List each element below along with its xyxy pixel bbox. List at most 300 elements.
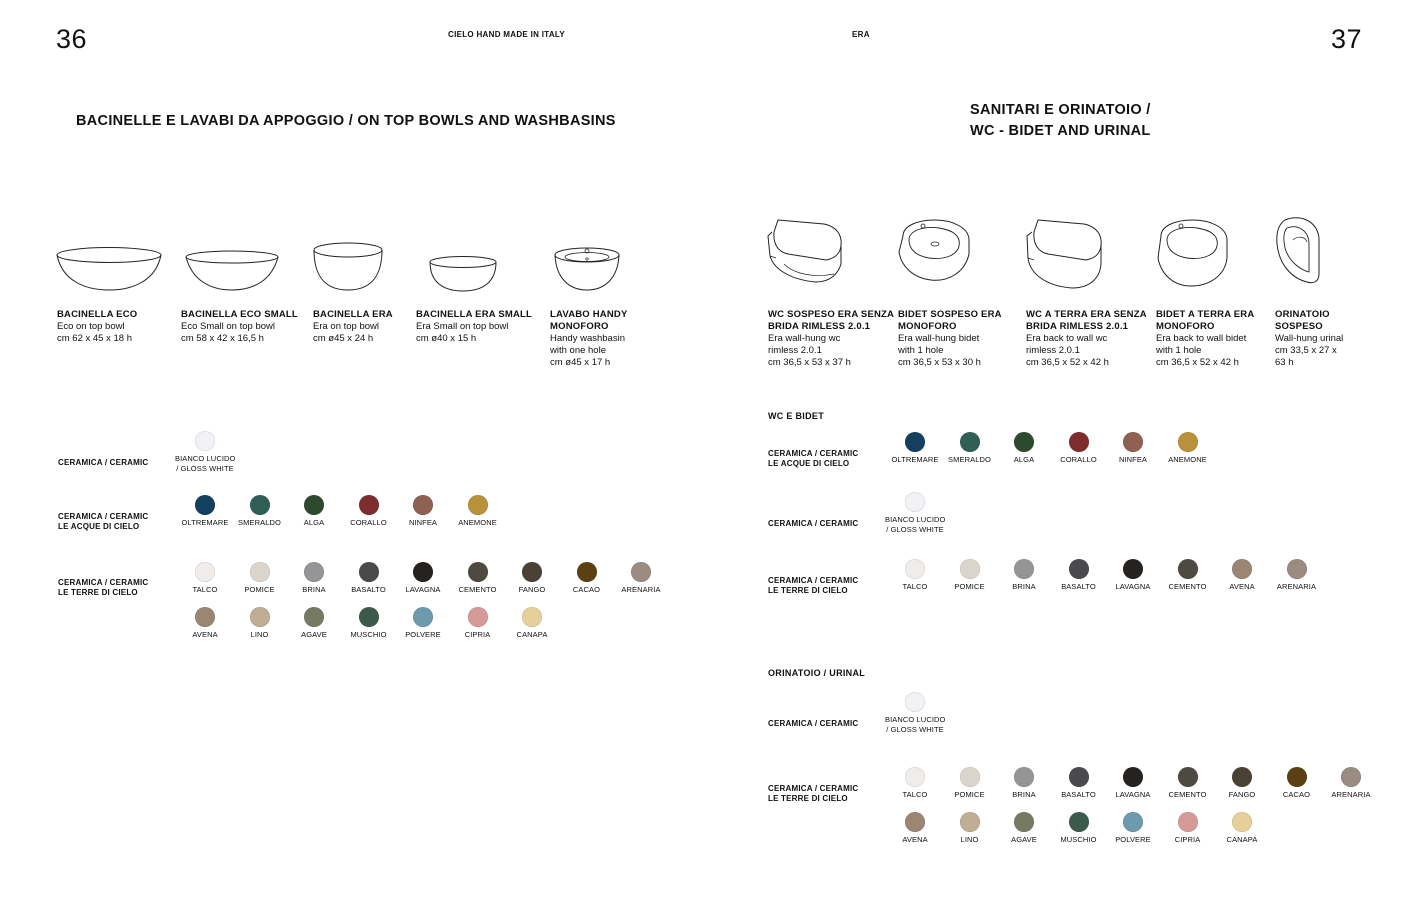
color-swatch[interactable] [1158, 432, 1218, 465]
small-bowl-icon [182, 248, 282, 294]
swatch-color-dot [1014, 432, 1034, 452]
swatch-name-line: CORALLO [1060, 455, 1097, 464]
swatch-color-dot [413, 607, 433, 627]
swatch-name-line: FANGO [1228, 790, 1256, 799]
color-swatch[interactable] [339, 495, 399, 528]
color-swatch[interactable] [448, 562, 508, 595]
running-header-right: ERA [852, 30, 870, 39]
color-swatch[interactable] [994, 767, 1054, 800]
swatch-name-line: CACAO [572, 585, 601, 594]
product-spec [181, 309, 298, 345]
swatch-color-dot [905, 812, 925, 832]
finish-label-line: LE ACQUE DI CIELO [768, 458, 850, 468]
swatch-name-line: ANEMONE [1168, 455, 1207, 464]
swatch-name-line: AVENA [902, 835, 928, 844]
finish-label-line: LE TERRE DI CIELO [768, 585, 848, 595]
swatch-color-dot [468, 562, 488, 582]
color-swatch[interactable] [339, 562, 399, 595]
swatch-color-dot [304, 562, 324, 582]
swatch-name-line: ALGA [1013, 455, 1035, 464]
swatch-name [1158, 582, 1218, 592]
color-swatch[interactable] [1267, 767, 1327, 800]
swatch-name [393, 630, 453, 640]
color-swatch[interactable] [885, 492, 945, 534]
swatch-name-line: CORALLO [350, 518, 387, 527]
color-swatch[interactable] [448, 495, 508, 528]
swatch-name-line: BASALTO [1061, 582, 1096, 591]
swatch-color-dot [522, 562, 542, 582]
product-spec [1026, 309, 1147, 369]
swatch-name-line: SMERALDO [948, 455, 991, 464]
swatch-name [1267, 790, 1327, 800]
finish-row-label [768, 784, 858, 803]
swatch-name-line: CEMENTO [458, 585, 497, 594]
swatch-color-dot [359, 562, 379, 582]
swatch-name [885, 835, 945, 845]
finish-label-line: CERAMICA / CERAMIC [768, 719, 859, 728]
finish-label-line: CERAMICA / CERAMIC [58, 458, 149, 467]
running-header-left: CIELO HAND MADE IN ITALY [448, 30, 565, 39]
swatch-name-line: LINO [250, 630, 269, 639]
swatch-color-dot [1069, 767, 1089, 787]
swatch-name-line: CANAPA [1226, 835, 1258, 844]
swatch-name [885, 715, 945, 734]
finish-label-line: CERAMICA / CERAMIC [768, 519, 859, 528]
swatch-name [940, 835, 1000, 845]
color-swatch[interactable] [175, 495, 235, 528]
finish-row-label [768, 719, 858, 729]
wall-hung-wc-icon [764, 214, 846, 286]
swatch-name-line: POLVERE [1115, 835, 1151, 844]
product-dimensions: cm 58 x 42 x 16,5 h [181, 333, 264, 344]
swatch-name [284, 585, 344, 595]
color-swatch[interactable] [1103, 812, 1163, 845]
swatch-name [1103, 790, 1163, 800]
color-swatch[interactable] [448, 607, 508, 640]
swatch-name [339, 630, 399, 640]
finish-label-line: CERAMICA / CERAMIC [768, 449, 859, 458]
swatch-color-dot [960, 559, 980, 579]
color-swatch[interactable] [284, 607, 344, 640]
floor-bidet-icon [1153, 214, 1233, 290]
product-name: WC A TERRA ERA SENZA [1026, 309, 1147, 320]
product-description: with one hole [550, 345, 606, 356]
swatch-color-dot [250, 607, 270, 627]
swatch-name-line: TALCO [192, 585, 218, 594]
color-swatch[interactable] [1212, 767, 1272, 800]
swatch-color-dot [468, 607, 488, 627]
swatch-color-dot [1014, 812, 1034, 832]
swatch-name-line: ANEMONE [458, 518, 497, 527]
color-swatch[interactable] [557, 562, 617, 595]
color-swatch[interactable] [1103, 432, 1163, 465]
product-name: BIDET A TERRA ERA [1156, 309, 1255, 320]
swatch-name [502, 630, 562, 640]
swatch-name [940, 582, 1000, 592]
finish-row-label [768, 449, 858, 468]
swatch-name-line: SMERALDO [238, 518, 281, 527]
product-description: rimless 2.0.1 [768, 345, 822, 356]
finish-row-label [768, 576, 858, 595]
swatch-color-dot [468, 495, 488, 515]
swatch-color-dot [905, 767, 925, 787]
swatch-color-dot [359, 495, 379, 515]
swatch-color-dot [1287, 559, 1307, 579]
swatch-name [1049, 790, 1109, 800]
product-spec [550, 309, 628, 369]
swatch-color-dot [905, 692, 925, 712]
color-swatch[interactable] [1158, 812, 1218, 845]
color-swatch[interactable] [885, 812, 945, 845]
swatch-color-dot [1123, 432, 1143, 452]
product-name: ORINATOIO [1275, 309, 1330, 320]
color-swatch[interactable] [175, 431, 235, 473]
product-description: Era wall-hung bidet [898, 333, 980, 344]
color-swatch[interactable] [1049, 767, 1109, 800]
swatch-name-line: CIPRIA [464, 630, 491, 639]
swatch-name [284, 518, 344, 528]
finish-row-label [58, 512, 148, 531]
color-swatch[interactable] [1321, 767, 1381, 800]
swatch-color-dot [905, 492, 925, 512]
product-description: Eco on top bowl [57, 321, 125, 332]
swatch-color-dot [522, 607, 542, 627]
product-description: with 1 hole [1156, 345, 1202, 356]
product-name: BRIDA RIMLESS 2.0.1 [768, 321, 871, 332]
color-swatch[interactable] [940, 812, 1000, 845]
swatch-name-line: BASALTO [351, 585, 386, 594]
swatch-name-line: BRINA [1012, 582, 1036, 591]
color-swatch[interactable] [940, 432, 1000, 465]
swatch-name-line: TALCO [902, 582, 928, 591]
swatch-name-line: LAVAGNA [1115, 790, 1151, 799]
product-name: MONOFORO [1156, 321, 1215, 332]
swatch-name-line: CEMENTO [1168, 582, 1207, 591]
color-swatch[interactable] [885, 559, 945, 592]
swatch-name [339, 585, 399, 595]
swatch-name-line: OLTREMARE [181, 518, 229, 527]
swatch-name-line: ARENARIA [1331, 790, 1371, 799]
color-swatch[interactable] [1267, 559, 1327, 592]
color-swatch[interactable] [393, 607, 453, 640]
product-name: BACINELLA ECO [57, 309, 138, 320]
swatch-color-dot [304, 607, 324, 627]
swatch-name [1321, 790, 1381, 800]
swatch-name [1103, 455, 1163, 465]
swatch-color-dot [413, 495, 433, 515]
swatch-color-dot [960, 812, 980, 832]
swatch-name [885, 582, 945, 592]
product-description: Eco Small on top bowl [181, 321, 275, 332]
swatch-name-line: BASALTO [1061, 790, 1096, 799]
product-name: SOSPESO [1275, 321, 1323, 332]
finish-row-label [58, 578, 148, 597]
swatch-name [1103, 582, 1163, 592]
color-swatch[interactable] [1212, 812, 1272, 845]
swatch-name-line: CACAO [1282, 790, 1311, 799]
product-name: BACINELLA ERA SMALL [416, 309, 533, 320]
swatch-name-line: MUSCHIO [350, 630, 387, 639]
swatch-name [502, 585, 562, 595]
swatch-name-line: POMICE [954, 790, 985, 799]
color-swatch[interactable] [885, 692, 945, 734]
swatch-color-dot [195, 562, 215, 582]
swatch-color-dot [195, 431, 215, 451]
swatch-name [1267, 582, 1327, 592]
product-name: MONOFORO [550, 321, 609, 332]
product-name: BACINELLA ERA [313, 309, 393, 320]
color-swatch[interactable] [994, 812, 1054, 845]
swatch-name-line: LAVAGNA [1115, 582, 1151, 591]
swatch-color-dot [1069, 432, 1089, 452]
product-name: BIDET SOSPESO ERA [898, 309, 1002, 320]
swatch-name [1103, 835, 1163, 845]
swatch-name-line: BRINA [302, 585, 326, 594]
swatch-name [1158, 790, 1218, 800]
color-swatch[interactable] [1158, 767, 1218, 800]
color-swatch[interactable] [1212, 559, 1272, 592]
color-swatch[interactable] [230, 562, 290, 595]
color-swatch[interactable] [230, 495, 290, 528]
swatch-name [994, 790, 1054, 800]
swatch-color-dot [1069, 559, 1089, 579]
color-swatch[interactable] [284, 562, 344, 595]
color-swatch[interactable] [885, 432, 945, 465]
round-small-bowl-icon [427, 254, 499, 294]
swatch-name-line: LINO [960, 835, 979, 844]
swatch-color-dot [359, 607, 379, 627]
swatch-color-dot [1069, 812, 1089, 832]
swatch-name-line: ARENARIA [1276, 582, 1317, 591]
swatch-color-dot [1178, 767, 1198, 787]
page-number-right: 37 [1331, 24, 1363, 54]
swatch-name [230, 585, 290, 595]
swatch-name-line: OLTREMARE [891, 455, 939, 464]
swatch-name-line: AGAVE [301, 630, 327, 639]
color-swatch[interactable] [940, 767, 1000, 800]
page-title-right-line-2: WC - BIDET AND URINAL [970, 123, 1151, 139]
product-description: Era on top bowl [313, 321, 380, 332]
swatch-name-line: LAVAGNA [405, 585, 441, 594]
section-title: WC E BIDET [768, 411, 824, 421]
swatch-name-line: POMICE [244, 585, 275, 594]
floor-wc-icon [1022, 214, 1106, 290]
swatch-name [940, 790, 1000, 800]
page-title-right-line-1: SANITARI E ORINATOIO / [970, 102, 1151, 118]
swatch-color-dot [1178, 432, 1198, 452]
swatch-color-dot [1178, 812, 1198, 832]
finish-row-label [58, 458, 148, 468]
swatch-name-line: BRINA [1012, 790, 1036, 799]
product-dimensions: cm 36,5 x 52 x 42 h [1156, 357, 1239, 368]
color-swatch[interactable] [284, 495, 344, 528]
swatch-color-dot [960, 767, 980, 787]
swatch-name [1158, 455, 1218, 465]
swatch-name-line: BIANCO LUCIDO [175, 454, 236, 463]
finish-label-line: LE TERRE DI CIELO [58, 587, 138, 597]
product-description: Era Small on top bowl [416, 321, 509, 332]
swatch-name [994, 835, 1054, 845]
color-swatch[interactable] [502, 562, 562, 595]
product-spec [57, 309, 137, 345]
swatch-name-line: ARENARIA [621, 585, 661, 594]
swatch-name [339, 518, 399, 528]
finish-label-line: CERAMICA / CERAMIC [58, 512, 149, 521]
swatch-color-dot [1014, 559, 1034, 579]
swatch-name-line: AVENA [192, 630, 218, 639]
finish-row-label [768, 519, 858, 529]
color-swatch[interactable] [1049, 432, 1109, 465]
finish-label-line: LE TERRE DI CIELO [768, 793, 848, 803]
swatch-color-dot [1341, 767, 1361, 787]
swatch-name-line: BIANCO LUCIDO [885, 515, 946, 524]
swatch-name [230, 518, 290, 528]
swatch-name-line: CEMENTO [1168, 790, 1207, 799]
product-name: LAVABO HANDY [550, 309, 628, 320]
color-swatch[interactable] [1103, 767, 1163, 800]
swatch-name [885, 790, 945, 800]
color-swatch[interactable] [994, 432, 1054, 465]
swatch-color-dot [960, 432, 980, 452]
round-bowl-icon [311, 240, 385, 294]
swatch-name-line: MUSCHIO [1060, 835, 1097, 844]
swatch-name [940, 455, 1000, 465]
product-name: BACINELLA ECO SMALL [181, 309, 298, 320]
product-spec [768, 309, 894, 369]
color-swatch[interactable] [940, 559, 1000, 592]
product-dimensions: cm ø45 x 24 h [313, 333, 374, 344]
swatch-name [557, 585, 617, 595]
swatch-name-line: NINFEA [408, 518, 438, 527]
wall-hung-bidet-icon [895, 214, 975, 286]
swatch-name [175, 454, 235, 473]
color-swatch[interactable] [393, 562, 453, 595]
swatch-color-dot [413, 562, 433, 582]
finish-label-line: CERAMICA / CERAMIC [768, 576, 859, 585]
product-dimensions: cm 36,5 x 52 x 42 h [1026, 357, 1109, 368]
product-dimensions: cm ø45 x 17 h [550, 357, 611, 368]
swatch-name [448, 518, 508, 528]
product-description: rimless 2.0.1 [1026, 345, 1080, 356]
swatch-name [1212, 790, 1272, 800]
section-title: ORINATOIO / URINAL [768, 668, 866, 678]
swatch-name-line: BIANCO LUCIDO [885, 715, 946, 724]
swatch-name [448, 585, 508, 595]
wide-bowl-icon [54, 244, 164, 294]
swatch-name-line: TALCO [902, 790, 928, 799]
swatch-name-line: CANAPA [516, 630, 548, 639]
product-dimensions: cm 36,5 x 53 x 30 h [898, 357, 981, 368]
swatch-name [885, 455, 945, 465]
color-swatch[interactable] [502, 607, 562, 640]
color-swatch[interactable] [393, 495, 453, 528]
swatch-name-line: AVENA [1229, 582, 1255, 591]
swatch-color-dot [195, 607, 215, 627]
product-name: BRIDA RIMLESS 2.0.1 [1026, 321, 1129, 332]
product-name: MONOFORO [898, 321, 957, 332]
swatch-name-line: / GLOSS WHITE [886, 724, 944, 734]
swatch-color-dot [1123, 812, 1143, 832]
product-spec [1156, 309, 1254, 369]
swatch-name-line: / GLOSS WHITE [176, 463, 234, 473]
product-dimensions: cm 62 x 45 x 18 h [57, 333, 132, 344]
color-swatch[interactable] [339, 607, 399, 640]
color-swatch[interactable] [175, 607, 235, 640]
color-swatch[interactable] [611, 562, 671, 595]
swatch-color-dot [1232, 559, 1252, 579]
swatch-color-dot [905, 432, 925, 452]
product-description: Era back to wall wc [1026, 333, 1108, 344]
swatch-color-dot [250, 495, 270, 515]
swatch-name-line: AGAVE [1011, 835, 1037, 844]
swatch-name [175, 585, 235, 595]
swatch-name [393, 518, 453, 528]
swatch-name [175, 630, 235, 640]
product-name: WC SOSPESO ERA SENZA [768, 309, 895, 320]
product-description: cm 33,5 x 27 x [1275, 345, 1337, 356]
swatch-name [1049, 582, 1109, 592]
product-dimensions: cm 36,5 x 53 x 37 h [768, 357, 851, 368]
color-swatch[interactable] [885, 767, 945, 800]
urinal-icon [1273, 214, 1325, 286]
finish-label-line: CERAMICA / CERAMIC [58, 578, 149, 587]
swatch-name [1212, 835, 1272, 845]
swatch-name [1212, 582, 1272, 592]
product-description: Wall-hung urinal [1275, 333, 1344, 344]
swatch-color-dot [1178, 559, 1198, 579]
swatch-name [1158, 835, 1218, 845]
product-dimensions: cm ø40 x 15 h [416, 333, 477, 344]
swatch-name [1049, 835, 1109, 845]
product-description: with 1 hole [898, 345, 944, 356]
color-swatch[interactable] [1103, 559, 1163, 592]
product-dimensions: 63 h [1275, 357, 1294, 368]
swatch-color-dot [577, 562, 597, 582]
swatch-name-line: / GLOSS WHITE [886, 524, 944, 534]
swatch-name-line: FANGO [518, 585, 546, 594]
color-swatch[interactable] [1049, 812, 1109, 845]
page-number-left: 36 [56, 24, 88, 54]
color-swatch[interactable] [230, 607, 290, 640]
swatch-name [1049, 455, 1109, 465]
swatch-color-dot [195, 495, 215, 515]
product-spec [313, 309, 393, 345]
swatch-color-dot [304, 495, 324, 515]
swatch-name [994, 455, 1054, 465]
swatch-name-line: NINFEA [1118, 455, 1148, 464]
swatch-color-dot [250, 562, 270, 582]
swatch-color-dot [1123, 559, 1143, 579]
color-swatch[interactable] [994, 559, 1054, 592]
swatch-name [230, 630, 290, 640]
swatch-name-line: ALGA [303, 518, 325, 527]
product-spec [1275, 309, 1343, 369]
product-spec [416, 309, 532, 345]
washbasin-icon [551, 244, 623, 294]
product-description: Handy washbasin [550, 333, 625, 344]
swatch-name [393, 585, 453, 595]
product-description: Era back to wall bidet [1156, 333, 1247, 344]
color-swatch[interactable] [175, 562, 235, 595]
product-description: Era wall-hung wc [768, 333, 841, 344]
finish-label-line: LE ACQUE DI CIELO [58, 521, 140, 531]
swatch-name [611, 585, 671, 595]
swatch-color-dot [1123, 767, 1143, 787]
swatch-name [284, 630, 344, 640]
swatch-color-dot [631, 562, 651, 582]
color-swatch[interactable] [1049, 559, 1109, 592]
color-swatch[interactable] [1158, 559, 1218, 592]
